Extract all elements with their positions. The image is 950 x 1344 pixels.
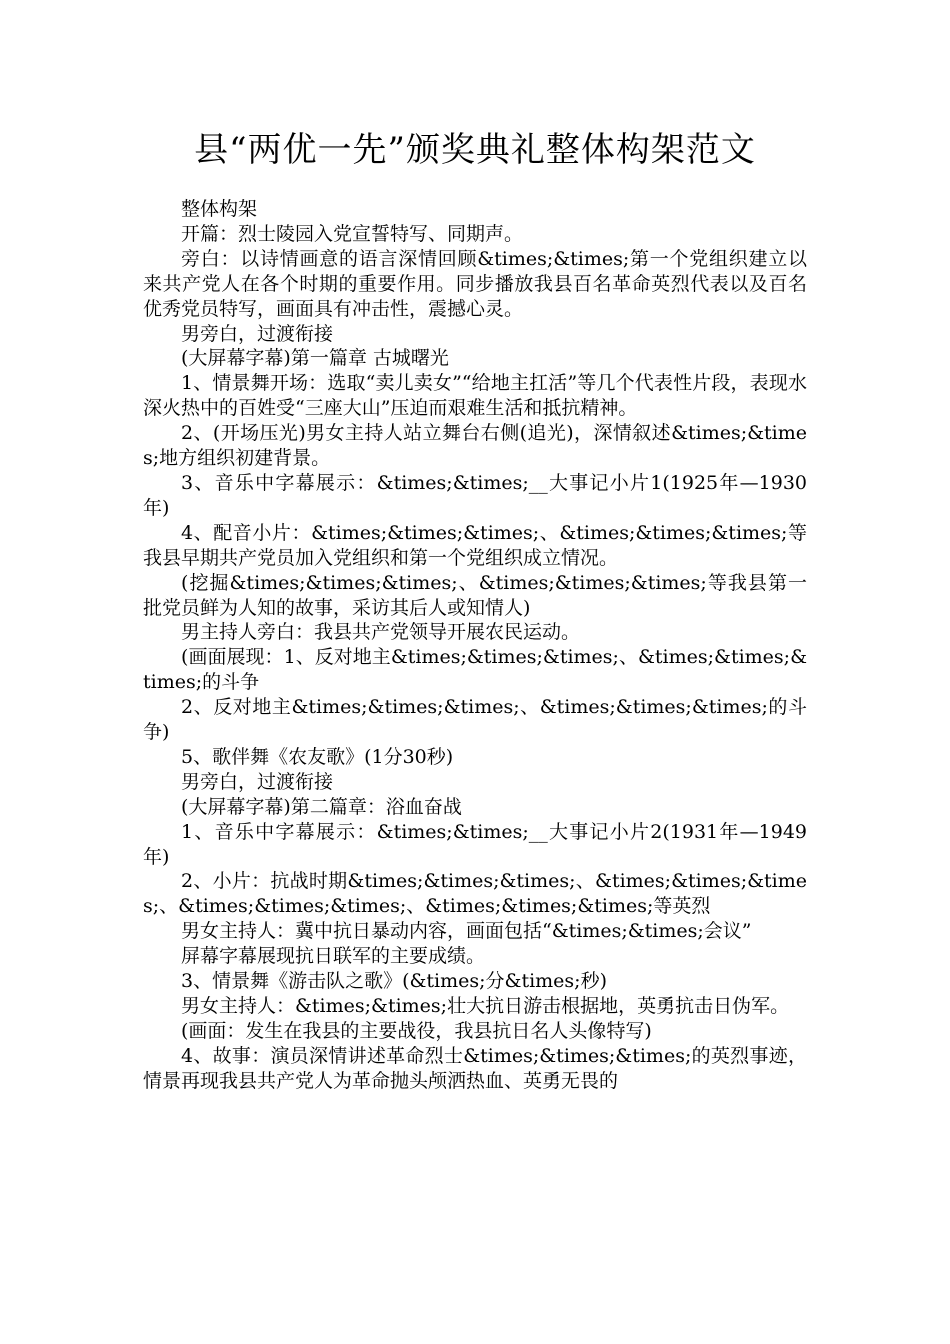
paragraph: 整体构架	[181, 198, 258, 220]
paragraph: (画面展现：1、反对地主&times;&times;&times;、&times;&times;&times;的斗争	[143, 646, 807, 694]
paragraph: 男旁白，过渡衔接	[181, 770, 334, 793]
paragraph: 开篇：烈士陵园入党宣誓特写、同期声。	[181, 222, 524, 245]
paragraph: 1、音乐中字幕展示：&times;&times;__大事记小片2(1931年—1949年)	[143, 820, 807, 868]
paragraph: 2、(开场压光)男女主持人站立舞台右侧(追光)，深情叙述&times;&times;地方组织初建背景。	[143, 422, 807, 470]
paragraph: 3、情景舞《游击队之歌》(&times;分&times;秒)	[181, 970, 607, 993]
paragraph: 1、情景舞开场：选取“卖儿卖女”“给地主扛活”等几个代表性片段，表现水深火热中的百姓受“三座大山”压迫而艰难生活和抵抗精神。	[143, 372, 807, 420]
paragraph: 屏幕字幕展现抗日联军的主要成绩。	[181, 945, 486, 968]
paragraph: (画面：发生在我县的主要战役，我县抗日名人头像特写)	[181, 1019, 652, 1042]
paragraph: 2、反对地主&times;&times;&times;、&times;&times;&times;的斗争)	[143, 696, 807, 744]
paragraph: 4、配音小片：&times;&times;&times;、&times;&times;&times;等我县早期共产党员加入党组织和第一个党组织成立情况。	[143, 521, 807, 569]
paragraph: 男女主持人：冀中抗日暴动内容，画面包括“&times;&times;会议”	[181, 920, 752, 943]
paragraph: 5、歌伴舞《农友歌》(1分30秒)	[181, 745, 454, 768]
document-title: 县“两优一先”颁奖典礼整体构架范文	[194, 130, 756, 170]
paragraph: 4、故事：演员深情讲述革命烈士&times;&times;&times;的英烈事迹，情景再现我县共产党人为革命抛头颅洒热血、英勇无畏的	[143, 1044, 807, 1092]
paragraph: (挖掘&times;&times;&times;、&times;&times;&times;等我县第一批党员鲜为人知的故事，采访其后人或知情人)	[143, 571, 807, 619]
paragraph: 旁白：以诗情画意的语言深情回顾&times;&times;第一个党组织建立以来共产党人在各个时期的重要作用。同步播放我县百名革命英烈代表以及百名优秀党员特写，画面具有冲击性，震撼心灵。	[143, 247, 807, 320]
paragraph: 男旁白，过渡衔接	[181, 322, 334, 345]
paragraph: 3、音乐中字幕展示：&times;&times;__大事记小片1(1925年—1930年)	[143, 471, 807, 519]
paragraph: 男主持人旁白：我县共产党领导开展农民运动。	[181, 621, 581, 644]
paragraph: (大屏幕字幕)第二篇章：浴血奋战	[181, 795, 462, 818]
paragraph: 2、小片：抗战时期&times;&times;&times;、&times;&times;&times;、&times;&times;&times;、&times;&times;&times;等英烈	[143, 870, 807, 918]
paragraph: (大屏幕字幕)第一篇章 古城曙光	[181, 347, 449, 370]
paragraph: 男女主持人：&times;&times;壮大抗日游击根据地，英勇抗击日伪军。	[181, 995, 790, 1017]
document-body	[143, 197, 807, 1094]
